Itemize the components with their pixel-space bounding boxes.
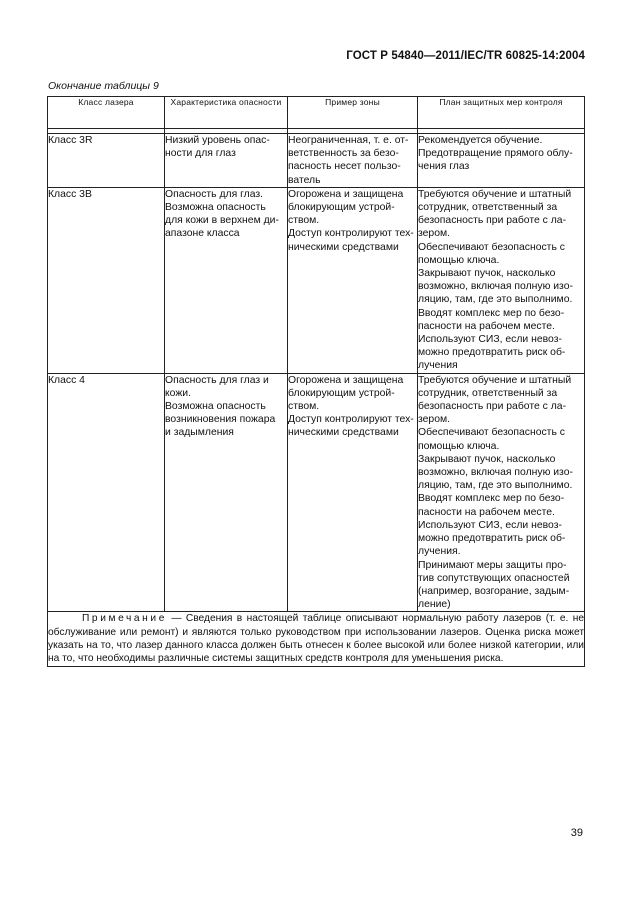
- table-note: [48, 612, 585, 666]
- cell-hazard: Опасность для глаз и кожи. Возможна опасность возникновения пожара и задымления: [165, 373, 288, 612]
- note-label: Примечание: [82, 613, 167, 625]
- cell-laser-class: Класс 4: [48, 373, 165, 612]
- column-header-protection-plan: План защитных мер контроля: [418, 97, 585, 129]
- table-row: [48, 134, 585, 188]
- table-note-row: [48, 612, 585, 666]
- cell-zone: Неограниченная, т. е. от- ветственность за безо- пасность несет пользо- ватель: [288, 134, 418, 188]
- cell-hazard: Низкий уровень опас- ности для глаз: [165, 134, 288, 188]
- cell-plan: Требуются обучение и штатный сотрудник, ответственный за безопасность при работе с ла- зером. Обеспечивают безопасность с помощью ключа. Закрывают пучок, насколько возможно, включая полную изо- ляцию, там, где это выполнимо. Вводят комплекс мер по безо- пасности на рабочем месте. Используют СИЗ, если невоз- можно предотвратить риск об- лучения. Принимают меры защиты про- тив сопутствующих опасностей (например, возгорание, задым- ление): [418, 373, 585, 612]
- column-header-zone-example: Пример зоны: [288, 97, 418, 129]
- column-header-laser-class: Класс лазера: [48, 97, 165, 129]
- table-row: [48, 373, 585, 612]
- table-caption: Окончание таблицы 9: [48, 80, 159, 92]
- laser-class-table: [47, 96, 585, 667]
- cell-laser-class: Класс 3В: [48, 187, 165, 373]
- cell-zone: Огорожена и защищена блокирующим устрой- ством. Доступ контролируют тех- ническими средствами: [288, 187, 418, 373]
- document-header: ГОСТ Р 54840—2011/IEC/TR 60825-14:2004: [346, 50, 585, 62]
- cell-zone: Огорожена и защищена блокирующим устрой- ством. Доступ контролируют тех- ническими средствами: [288, 373, 418, 612]
- note-text: — Сведения в настоящей таблице описывают нормальную работу лазеров (т. е. не обслуживание или ремонт) и являются только руководством при использовании лазеров. Оценка риска может указать на то, что лазер данного класса должен быть отнесен к более высокой или более низкой категории, или на то, что необходимы различные системы защитных средств контроля для уменьшения риска.: [48, 613, 584, 665]
- cell-plan: Рекомендуется обучение. Предотвращение прямого облу- чения глаз: [418, 134, 585, 188]
- cell-plan: Требуются обучение и штатный сотрудник, ответственный за безопасность при работе с ла- зером. Обеспечивают безопасность с помощью ключа. Закрывают пучок, насколько возможно, включая полную изо- ляцию, там, где это выполнимо. Вводят комплекс мер по безо- пасности на рабочем месте. Используют СИЗ, если невоз- можно предотвратить риск об- лучения: [418, 187, 585, 373]
- page-number: 39: [570, 827, 583, 839]
- table-row: [48, 187, 585, 373]
- column-header-hazard: Характеристика опасности: [165, 97, 288, 129]
- cell-hazard: Опасность для глаз. Возможна опасность для кожи в верхнем ди- апазоне класса: [165, 187, 288, 373]
- cell-laser-class: Класс 3R: [48, 134, 165, 188]
